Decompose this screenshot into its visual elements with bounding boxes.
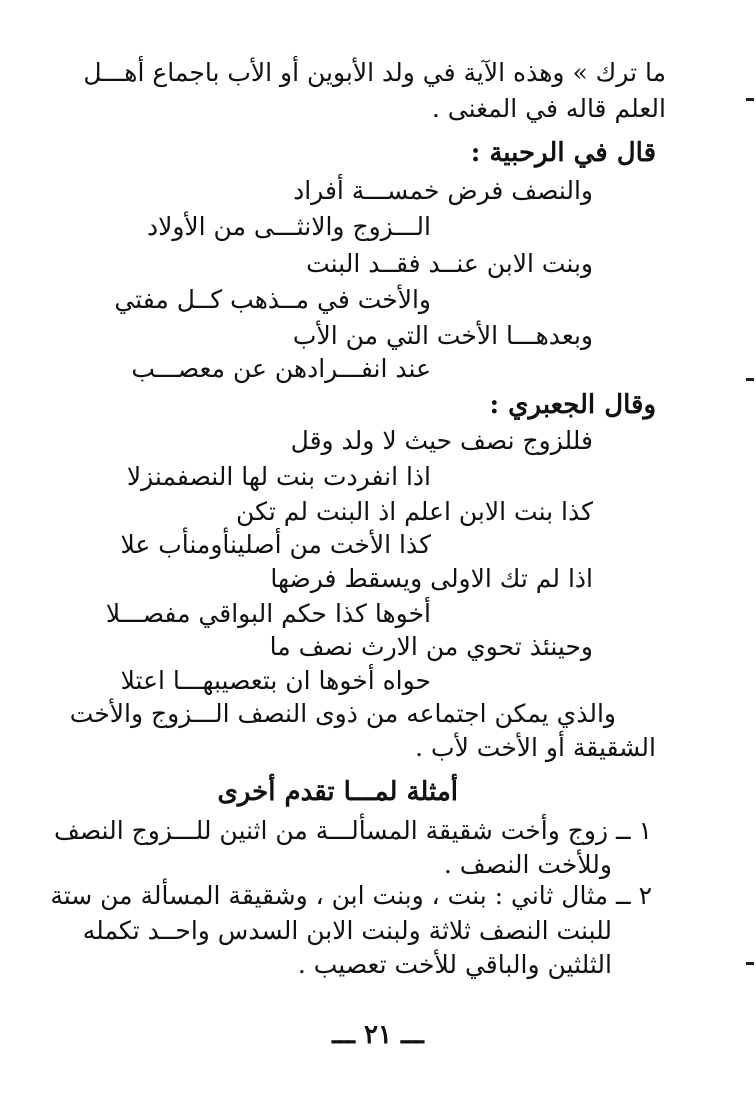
verse-line: اذا انفردت بنت لها النصفمنزلا <box>126 462 431 491</box>
section-heading-jabari: وقال الجعبري : <box>489 390 656 420</box>
margin-mark <box>746 98 754 101</box>
verse-line: حواه أخوها ان بتعصيبهـــا اعتلا <box>120 666 431 695</box>
paragraph-line: ما ترك » وهذه الآية في ولد الأبوين أو الأب باجماع أهـــل <box>83 58 666 87</box>
verse-line: كذا بنت الابن اعلم اذ البنت لم تكن <box>236 497 593 526</box>
verse-line: فللزوج نصف حيث لا ولد وقل <box>290 426 593 455</box>
verse-line: وبعدهـــا الأخت التي من الأب <box>292 321 593 350</box>
verse-line: اذا لم تك الاولى ويسقط فرضها <box>270 564 593 593</box>
example-line: ٢ ــ مثال ثاني : بنت ، وبنت ابن ، وشقيقة المسألة من ستة <box>50 881 652 910</box>
paragraph-line: الشقيقة أو الأخت لأب . <box>415 733 656 762</box>
verse-line: عند انفـــرادهن عن معصـــب <box>131 354 431 383</box>
example-line: وللأخت النصف . <box>443 850 612 879</box>
verse-line: الـــزوج والانثـــى من الأولاد <box>146 212 431 241</box>
example-line: ١ ــ زوج وأخت شقيقة المسألـــة من اثنين للـــزوج النصف <box>53 816 652 845</box>
section-heading-rahabiyya: قال في الرحبية : <box>470 138 656 168</box>
margin-mark <box>746 378 754 381</box>
margin-mark <box>746 962 754 965</box>
verse-line: وبنت الابن عنــد فقــد البنت <box>306 249 593 278</box>
example-line: الثلثين والباقي للأخت تعصيب . <box>297 950 612 979</box>
example-line: للبنت النصف ثلاثة ولبنت الابن السدس واحــد تكمله <box>82 916 612 945</box>
examples-heading: أمثلة لمـــا تقدم أخرى <box>217 777 458 807</box>
verse-line: والنصف فرض خمســـة أفراد <box>293 176 593 205</box>
verse-line: والأخت في مــذهب كــل مفتي <box>114 285 431 314</box>
verse-line: أخوها كذا حكم البواقي مفصـــلا <box>105 599 431 628</box>
verse-line: وحينئذ تحوي من الارث نصف ما <box>269 632 593 661</box>
page-number: ـــ ٢١ ـــ <box>332 1020 424 1050</box>
verse-line: كذا الأخت من أصلينأومنأب علا <box>120 530 431 559</box>
paragraph-line: والذي يمكن اجتماعه من ذوى النصف الـــزوج والأخت <box>69 699 616 728</box>
paragraph-line: العلم قاله في المغنى . <box>431 94 666 123</box>
